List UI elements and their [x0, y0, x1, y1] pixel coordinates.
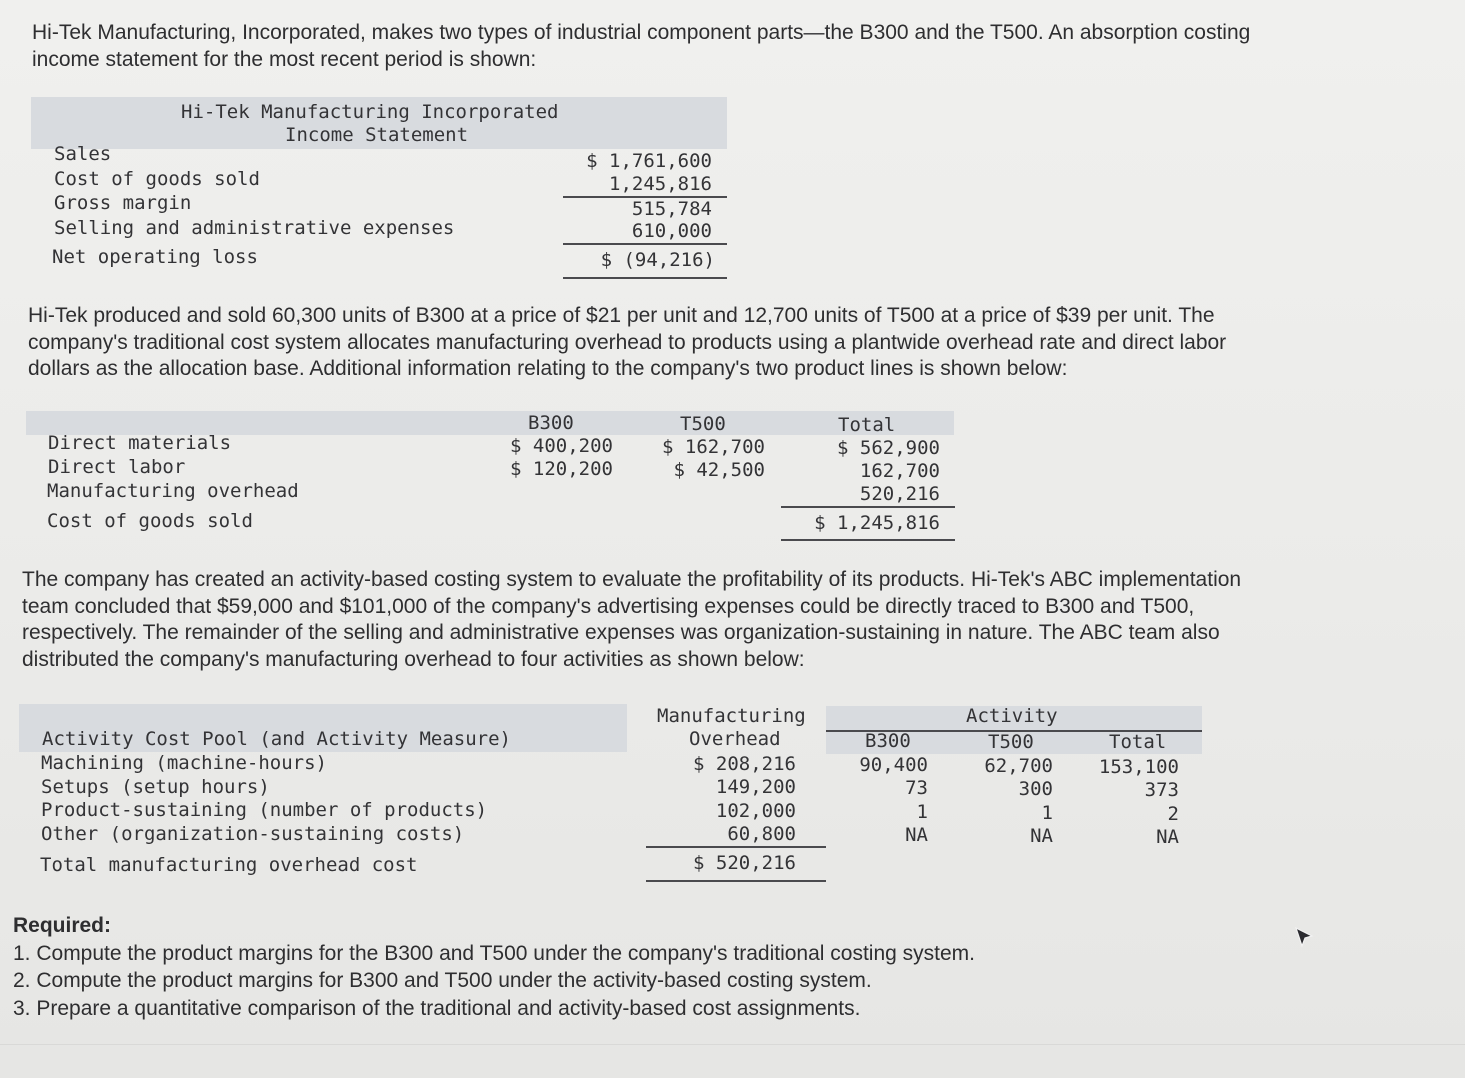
cell-total-direct-labor: 162,700: [859, 460, 940, 482]
t500-other: NA: [1030, 825, 1053, 847]
b300-product-sustaining: 1: [916, 801, 928, 823]
pool-product-sustaining: Product-sustaining (number of products): [41, 799, 488, 821]
row-label-manufacturing-overhead: Manufacturing overhead: [47, 480, 299, 502]
units-line-1: Hi-Tek produced and sold 60,300 units of B300 at a price of $21 per unit and 12,700 units of T500 at a price of $39 per unit. The: [28, 304, 1215, 327]
mouse-cursor-icon: [1294, 926, 1314, 948]
bottom-divider: [0, 1044, 1465, 1045]
abc-paragraph: [22, 567, 1241, 673]
units-line-3: dollars as the allocation base. Additional information relating to the company's two product lines is shown below:: [28, 357, 1068, 380]
row-value-selling-admin: 610,000: [631, 220, 712, 242]
b300-setups: 73: [905, 777, 928, 799]
pool-machining: Machining (machine-hours): [41, 752, 327, 774]
t500-product-sustaining: 1: [1041, 802, 1053, 824]
required-heading: Required:: [13, 914, 112, 937]
required-section: [13, 912, 975, 1022]
header-activity: Activity: [966, 705, 1058, 727]
pool-other: Other (organization-sustaining costs): [41, 823, 465, 845]
t500-machining: 62,700: [984, 755, 1053, 777]
total-machining: 153,100: [1098, 756, 1179, 778]
total-overhead-value: $ 520,216: [693, 852, 796, 874]
row-label-direct-materials: Direct materials: [48, 432, 232, 454]
mo-other: 60,800: [727, 823, 796, 845]
abc-line-4: distributed the company's manufacturing overhead to four activities as shown below:: [22, 647, 805, 671]
abc-line-3: respectively. The remainder of the selling and administrative expenses was organization-sustaining in nature. The ABC team also: [22, 621, 1220, 644]
b300-other: NA: [905, 824, 928, 846]
cell-total-manufacturing-overhead: 520,216: [859, 483, 940, 505]
cell-total-cogs: $ 1,245,816: [814, 512, 940, 534]
total-other: NA: [1156, 826, 1179, 848]
cell-total-direct-materials: $ 562,900: [837, 437, 940, 459]
cell-t500-direct-labor: $ 42,500: [673, 459, 765, 481]
row-label-cogs: Cost of goods sold: [54, 168, 260, 190]
total-product-sustaining: 2: [1167, 803, 1179, 825]
mo-setups: 149,200: [715, 776, 796, 798]
required-item-3: 3. Prepare a quantitative comparison of the traditional and activity-based cost assignments.: [13, 996, 861, 1020]
b300-machining: 90,400: [859, 754, 928, 776]
t500-setups: 300: [1018, 778, 1053, 800]
header-mo-line-2: Overhead: [689, 728, 781, 750]
total-overhead-label: Total manufacturing overhead cost: [40, 854, 418, 876]
rule-under-total-overhead: [646, 880, 826, 882]
mo-product-sustaining: 102,000: [715, 800, 796, 822]
row-label-cogs-product: Cost of goods sold: [47, 510, 253, 532]
row-value-net-operating-loss: $ (94,216): [600, 249, 715, 271]
pool-setups: Setups (setup hours): [41, 776, 270, 798]
row-value-gross-margin: 515,784: [631, 198, 712, 220]
header-activity-total: Total: [1109, 731, 1167, 753]
header-activity-pool: Activity Cost Pool (and Activity Measure): [42, 728, 511, 750]
row-label-sales: Sales: [54, 143, 112, 165]
header-mo-line-1: Manufacturing: [657, 705, 806, 727]
required-item-2: 2. Compute the product margins for B300 and T500 under the activity-based costing system.: [13, 969, 872, 992]
units-paragraph: [28, 303, 1226, 383]
row-value-cogs: 1,245,816: [609, 173, 712, 195]
row-value-sales: $ 1,761,600: [586, 150, 712, 172]
rule-under-overhead: [781, 506, 955, 508]
rule-under-cogs-total: [781, 539, 955, 541]
cell-b300-direct-labor: $ 120,200: [510, 458, 613, 480]
rule-under-selling-admin: [563, 243, 727, 245]
intro-line-2: income statement for the most recent period is shown:: [32, 47, 537, 71]
mo-machining: $ 208,216: [693, 753, 796, 775]
intro-paragraph: [32, 20, 1250, 73]
cell-b300-direct-materials: $ 400,200: [510, 435, 613, 457]
required-item-1: 1. Compute the product margins for the B300 and T500 under the company's traditional costing system.: [13, 941, 975, 965]
header-total: Total: [838, 414, 896, 436]
company-name: Hi-Tek Manufacturing Incorporated: [181, 101, 559, 123]
total-setups: 373: [1144, 779, 1179, 801]
row-label-gross-margin: Gross margin: [54, 192, 192, 214]
row-label-net-operating-loss: Net operating loss: [52, 246, 258, 268]
row-label-selling-admin: Selling and administrative expenses: [54, 217, 455, 239]
rule-under-other: [646, 846, 826, 848]
header-activity-b300: B300: [865, 730, 911, 752]
rule-under-net-operating-loss: [563, 277, 727, 279]
cell-t500-direct-materials: $ 162,700: [662, 436, 765, 458]
header-activity-t500: T500: [988, 731, 1034, 753]
statement-title: Income Statement: [285, 124, 469, 146]
abc-line-1: The company has created an activity-based costing system to evaluate the profitability of its products. Hi-Tek's ABC implementation: [22, 568, 1242, 591]
units-line-2: company's traditional cost system allocates manufacturing overhead to products using a plantwide overhead rate and direct labor: [28, 330, 1227, 354]
header-t500: T500: [680, 413, 726, 435]
abc-line-2: team concluded that $59,000 and $101,000 of the company's advertising expenses could be directly traced to B300 and T500,: [22, 594, 1195, 618]
row-label-direct-labor: Direct labor: [48, 456, 186, 478]
header-b300: B300: [528, 412, 574, 434]
intro-line-1: Hi-Tek Manufacturing, Incorporated, makes two types of industrial component parts—the B300 and the T500. An absorption costing: [32, 21, 1251, 44]
